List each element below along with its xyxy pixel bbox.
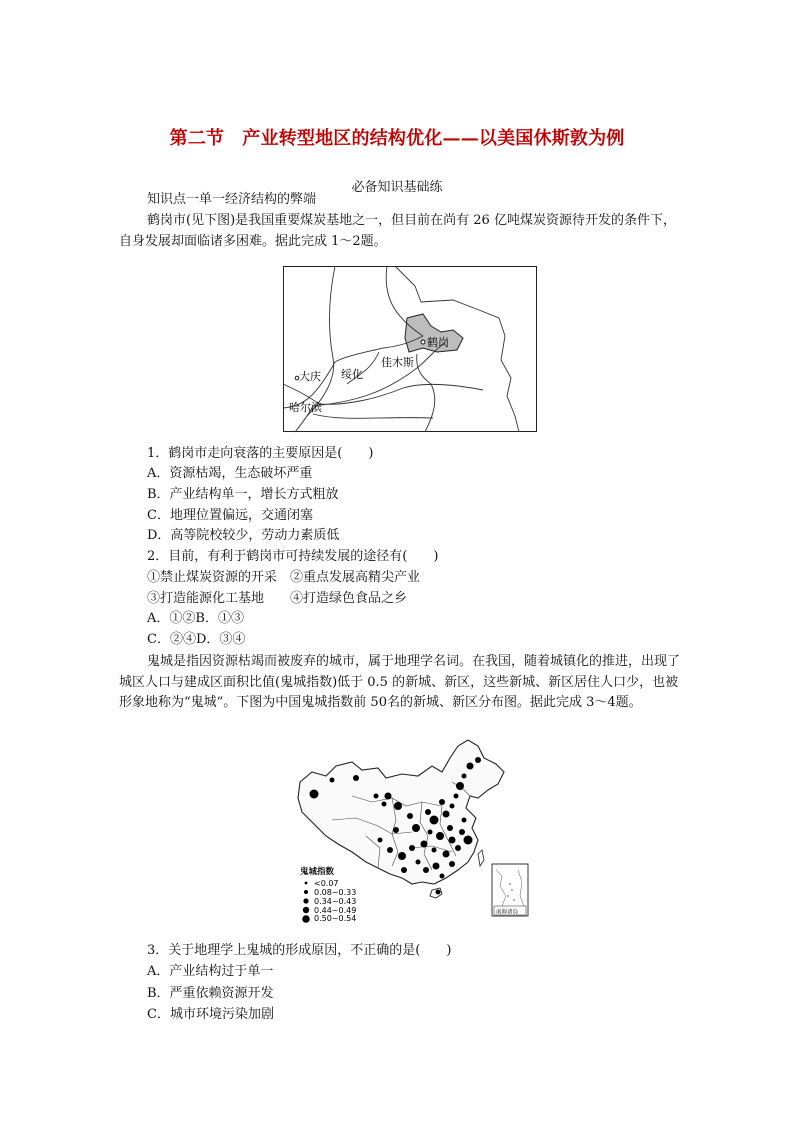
ghost-city-map [292,736,533,923]
question-1-stem: 1．鹤岗市走向衰落的主要原因是( ) [147,446,374,461]
question-3-stem: 3．关于地理学上鬼城的形成原因，不正确的是( ) [147,943,452,958]
legend-item-2: 0.08~0.33 [314,888,357,897]
hegang-map [283,266,537,432]
q1-option-a: A．资源枯竭，生态破坏严重 [147,466,313,481]
question-2-stem: 2．目前，有利于鹤岗市可持续发展的途径有( ) [147,549,439,564]
q1-option-b: B．产业结构单一，增长方式粗放 [147,487,339,502]
legend-item-4: 0.44~0.49 [314,906,357,915]
legend-title: 鬼城指数 [300,867,335,877]
legend-item-3: 0.34~0.43 [314,897,357,906]
legend-item-5: 0.50~0.54 [314,914,357,923]
legend [302,879,356,923]
q2-options-row2: C．②④D．③④ [147,632,246,647]
page-title: 第二节 产业转型地区的结构优化——以美国休斯敦为例 [169,128,625,149]
label-suihua: 绥化 [341,368,363,381]
passage-text: 鹤岗市(见下图)是我国重要煤炭基地之一，但目前在尚有 26 亿吨煤炭资源待开发的条件下，自身发展却面临诸多困难。据此完成 1～2题。 [119,213,676,249]
inset-label: 南海诸岛 [496,909,519,916]
legend-item-1: <0.07 [314,879,339,888]
q2-options-row1: A．①②B．①③ [147,611,244,626]
q2-choices-row1: ①禁止煤炭资源的开采 ②重点发展高精尖产业 [147,570,421,585]
label-jiamusi: 佳木斯 [381,356,414,369]
q3-option-a: A．产业结构过于单一 [147,964,274,979]
section-heading: 必备知识基础练 [351,180,443,195]
passage-text: 鬼城是指因资源枯竭而被废弃的城市，属于地理学名词。在我国，随着城镇化的推进，出现了城区人口与建成区面积比值(鬼城指数)低于 0.5 的新城、新区，这些新城、新区居住人口少，也被形象地称为“鬼城”。下图为中国鬼城指数前 50名的新城、新区分布图。据此完成 3～4题。 [119,654,681,710]
q3-option-b: B．严重依赖资源开发 [147,986,274,1001]
south-china-sea-inset [492,864,528,916]
passage-ghost-city [119,652,681,714]
label-hegang: 鹤岗 [427,336,449,349]
passage-hegang [119,211,681,252]
q1-option-d: D．高等院校较少，劳动力素质低 [147,528,340,543]
q1-option-c: C．地理位置偏远，交通闭塞 [147,508,313,523]
q3-option-c: C．城市环境污染加剧 [147,1007,274,1022]
q2-choices-row2: ③打造能源化工基地 ④打造绿色食品之乡 [147,591,408,606]
hegang-marker [421,340,425,344]
label-daqing: 大庆 [299,370,321,383]
knowledge-point-heading: 知识点一单一经济结构的弊端 [147,192,317,207]
china-outline [298,740,504,884]
label-harbin: 哈尔滨 [289,401,322,414]
